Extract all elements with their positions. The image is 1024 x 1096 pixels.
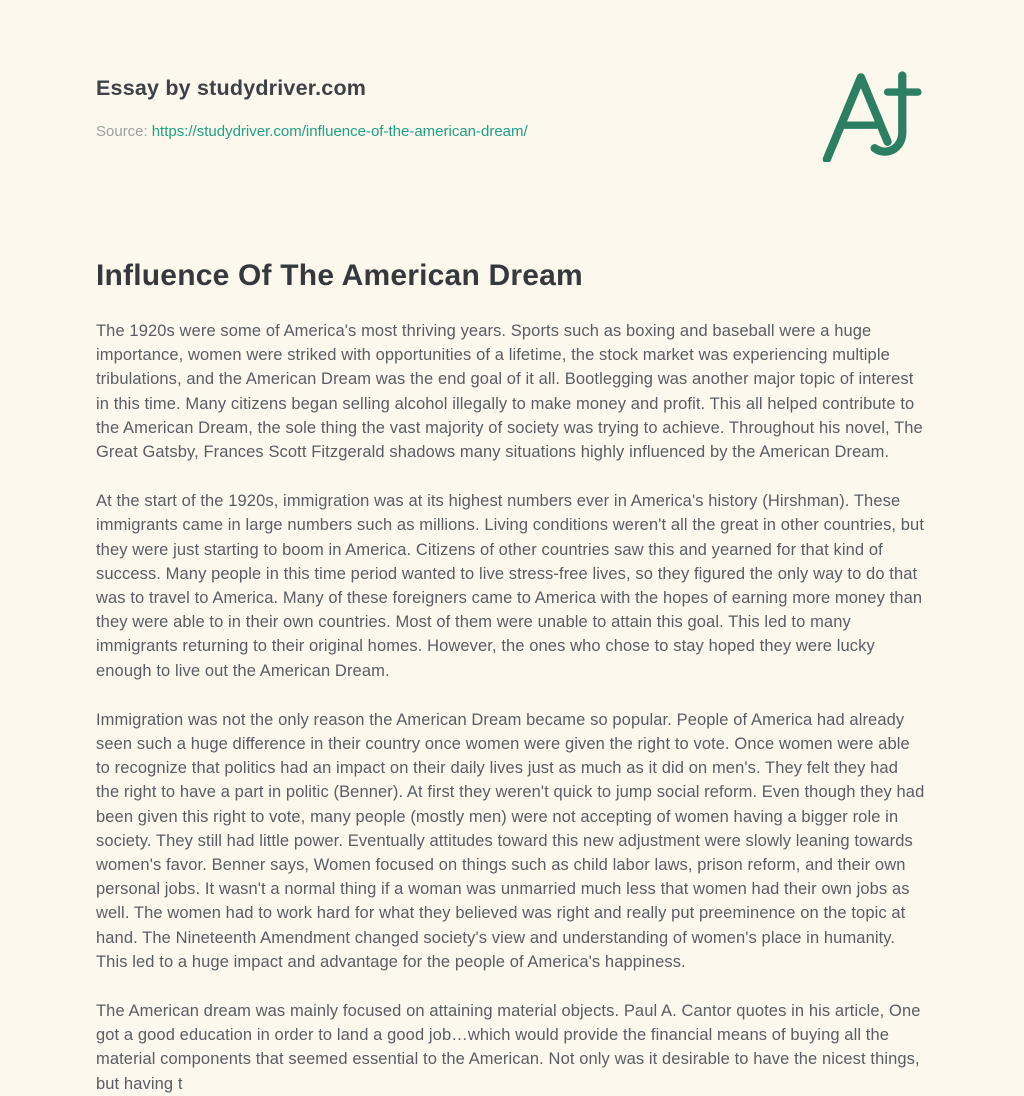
header-text-block — [96, 76, 528, 140]
essay-paragraph-1: The 1920s were some of America's most thriving years. Sports such as boxing and baseball were a huge importance, women were striked with opportunities of a lifetime, the stock market was experiencing multiple tribulations, and the American Dream was the end goal of it all. Bootlegging was another major topic of interest in this time. Many citizens began selling alcohol illegally to make money and profit. This all helped contribute to the American Dream, the sole thing the vast majority of society was trying to achieve. Throughout his novel, The Great Gatsby, Frances Scott Fitzgerald shadows many situations highly influenced by the American Dream. — [96, 322, 923, 462]
source-line — [96, 123, 528, 140]
byline: Essay by studydriver.com — [96, 76, 367, 100]
page-header — [96, 76, 925, 167]
essay-paragraph-4: The American dream was mainly focused on attaining material objects. Paul A. Cantor quotes in his article, One got a good education in order to land a good job…which would provide the financial means of buying all the material components that seemed essential to the American. Not only was it desirable to have the nicest things, but having t — [96, 1002, 921, 1093]
essay-paragraph-3: Immigration was not the only reason the American Dream became so popular. People of America had already seen such a huge difference in their country once women were given the right to vote. Once women were able to recognize that politics had an impact on their daily lives just as much as it did on men's. They felt they had the right to have a part in politic (Benner). At first they weren't quick to jump social reform. Even though they had been given this right to vote, many people (mostly men) were not accepting of women having a bigger role in society. They still had little power. Eventually attitudes toward this new adjustment were slowly leaning towards women's favor. Benner says, Women focused on things such as child labor laws, prison reform, and their own personal jobs. It wasn't a normal thing if a woman was unmarried much less that women had their own jobs as well. The women had to work hard for what they believed was right and really put preeminence on the topic at hand. The Nineteenth Amendment changed society's view and understanding of women's place in humanity. This led to a huge impact and advantage for the people of America's happiness. — [96, 710, 925, 971]
source-url-link[interactable]: https://studydriver.com/influence-of-the-american-dream/ — [151, 123, 528, 140]
essay-paragraph-2: At the start of the 1920s, immigration was at its highest numbers ever in America's history (Hirshman). These immigrants came in large numbers such as millions. Living conditions weren't all the great in other countries, but they were just starting to boom in America. Citizens of other countries saw this and yearned for that kind of success. Many people in this time period wanted to live stress-free lives, so they figured the only way to do that was to travel to America. Many of these foreigners came to America with the hopes of earning more money than they were able to in their own countries. Most of them were unable to attain this goal. This led to many immigrants returning to their original homes. However, the ones who chose to stay hoped they were lucky enough to live out the American Dream. — [96, 492, 925, 680]
source-label: Source: — [96, 123, 148, 140]
essay-title: Influence Of The American Dream — [96, 259, 583, 292]
studydriver-logo-icon — [819, 70, 923, 167]
essay-body — [96, 319, 925, 1096]
